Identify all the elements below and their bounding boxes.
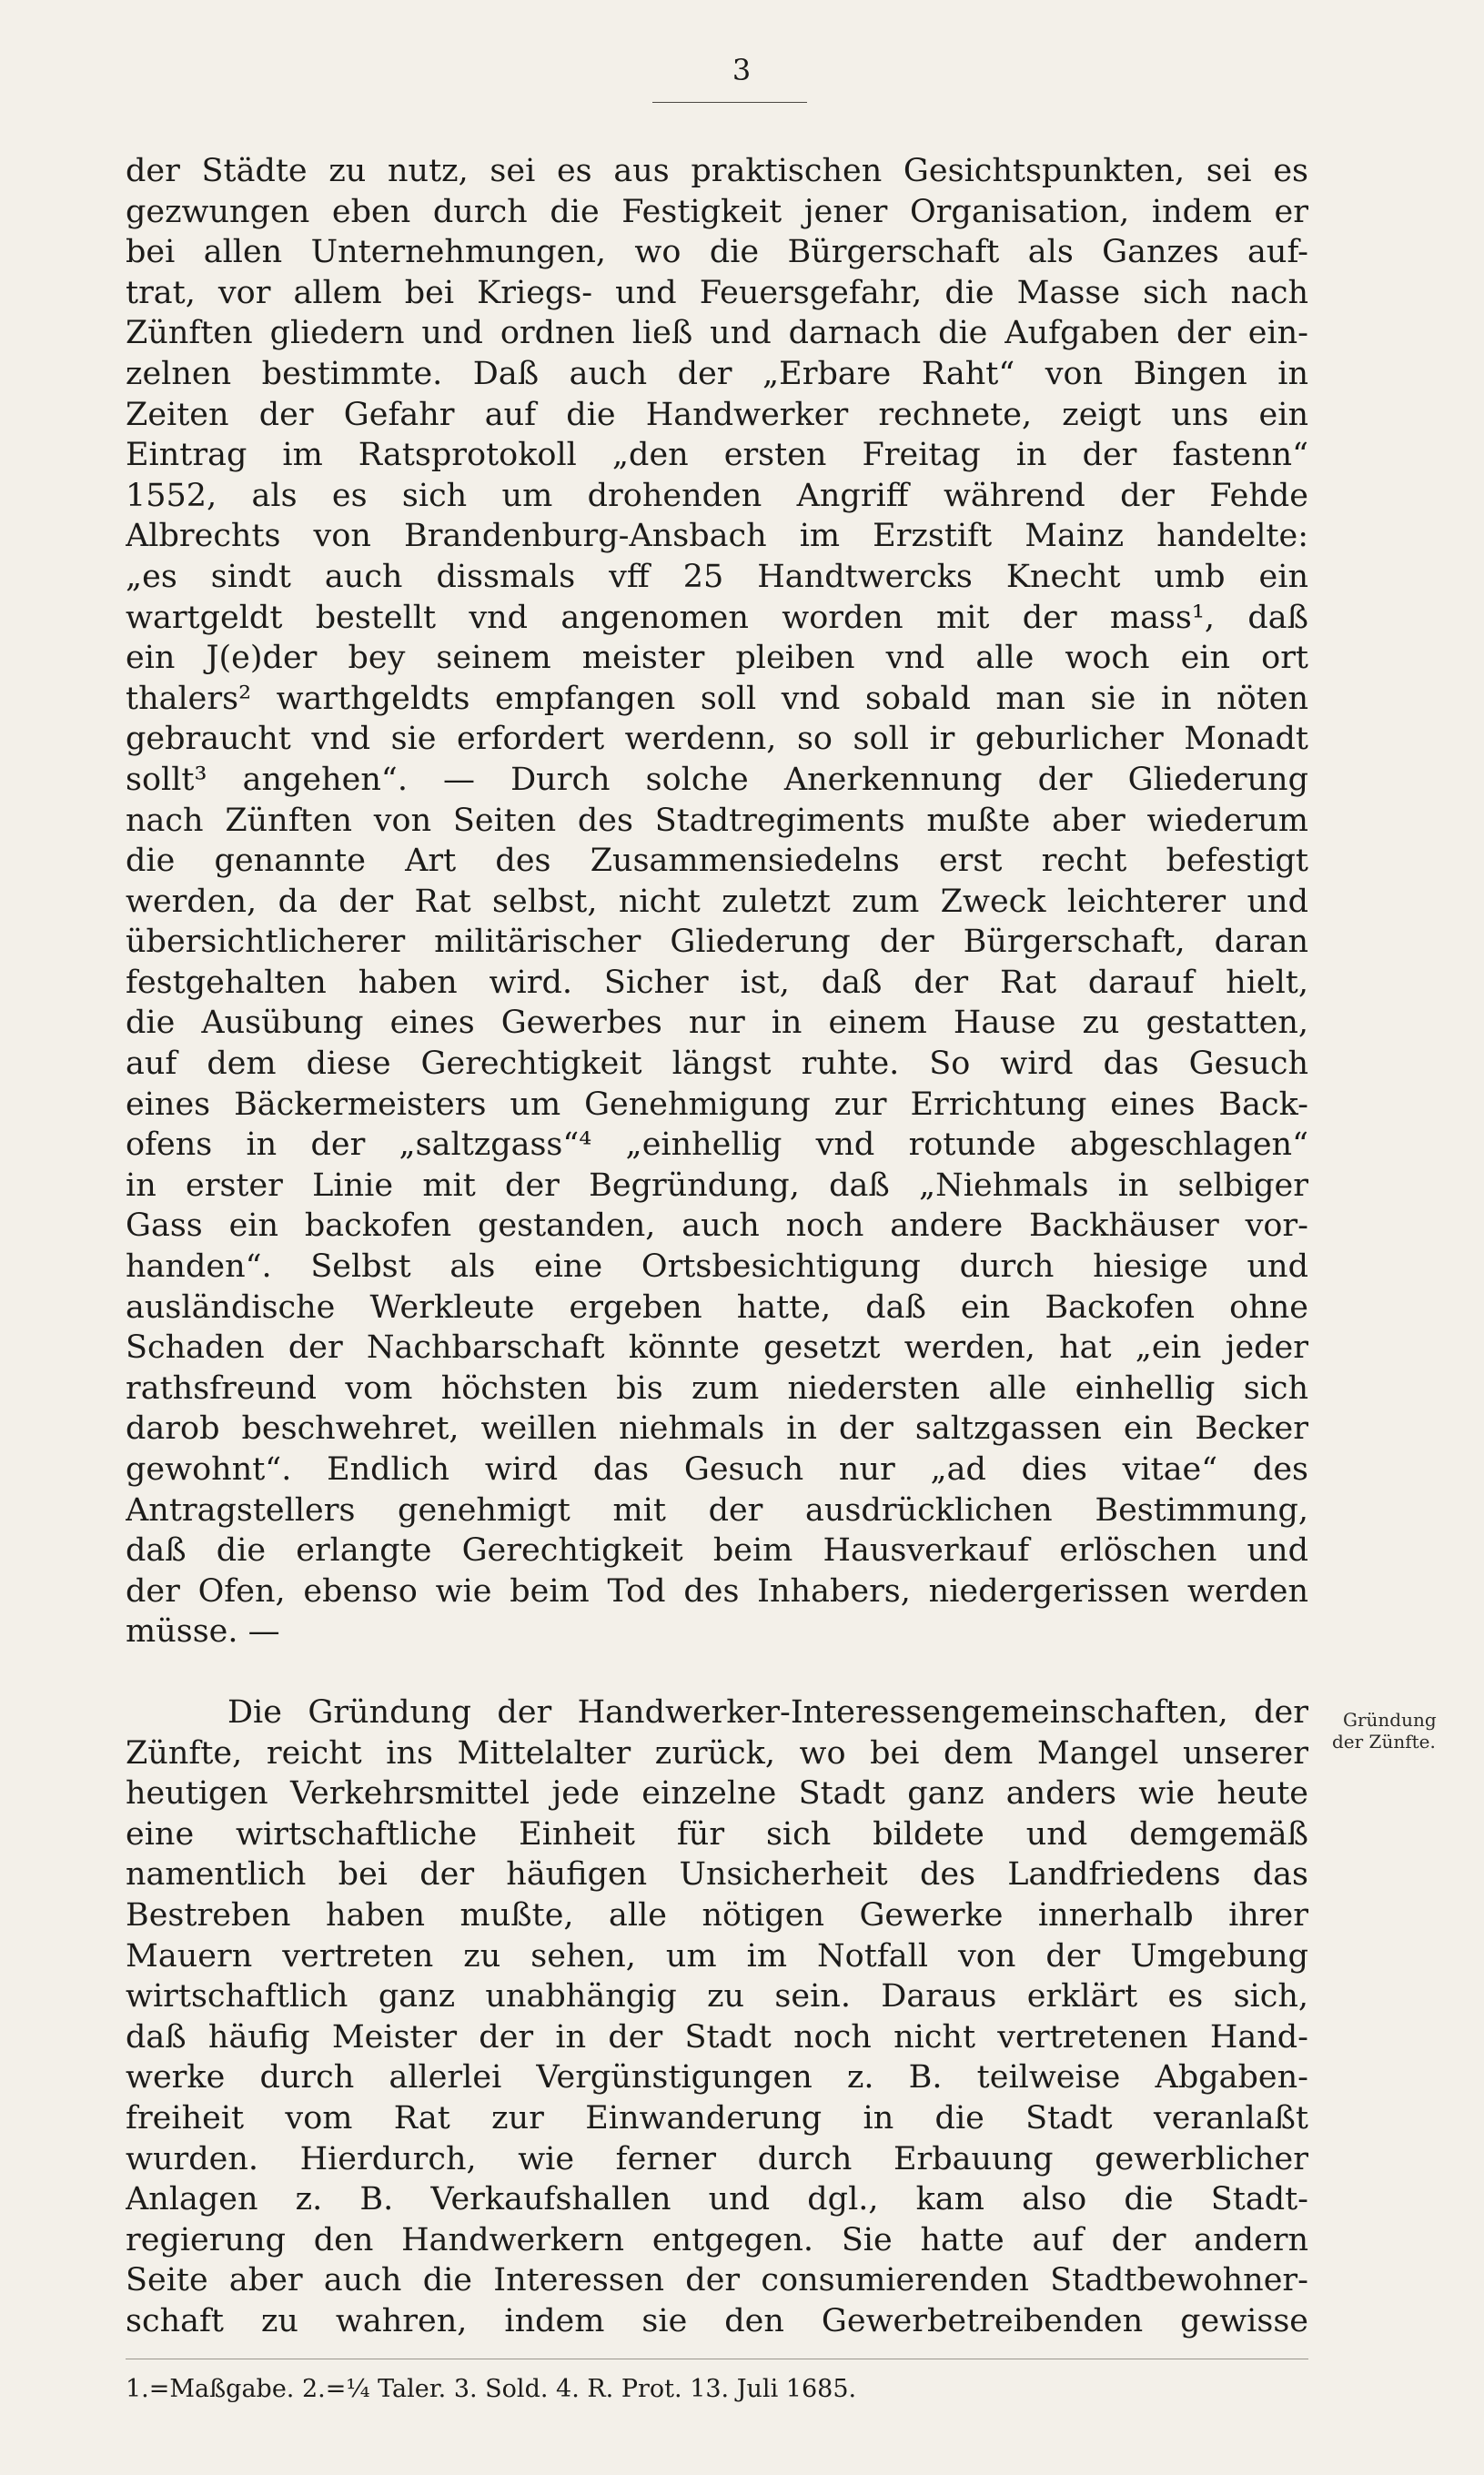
text-line: festgehalten haben wird. Sicher ist, daß der Rat darauf hielt, [126, 964, 1308, 1001]
text-line: Antragstellers genehmigt mit der ausdrücklichen Bestimmung, [126, 1491, 1308, 1529]
text-line: eine wirtschaftliche Einheit für sich bildete und demgemäß [126, 1815, 1308, 1853]
text-line: schaft zu wahren, indem sie den Gewerbetreibenden gewisse [126, 2302, 1308, 2339]
text-line: heutigen Verkehrsmittel jede einzelne Stadt ganz anders wie heute [126, 1775, 1308, 1813]
paragraph-1 [126, 151, 1308, 1652]
text-line: ofens in der „saltzgass“⁴ „einhellig vnd rotunde abgeschlagen“ [126, 1126, 1308, 1164]
text-line: gebraucht vnd sie erfordert werdenn, so soll ir geburlicher Monadt [126, 721, 1308, 758]
text-line: in erster Linie mit der Begründung, daß „Niehmals in selbiger [126, 1167, 1308, 1204]
text-line: Die Gründung der Handwerker-Interessengemeinschaften, der [227, 1694, 1308, 1731]
text-line: Zünften gliedern und ordnen ließ und darnach die Aufgaben der ein- [126, 315, 1308, 352]
text-line: zelnen bestimmte. Daß auch der „Erbare Raht“ von Bingen in [126, 355, 1308, 392]
text-line: handen“. Selbst als eine Ortsbesichtigung durch hiesige und [126, 1248, 1308, 1286]
text-line: gewohnt“. Endlich wird das Gesuch nur „ad dies vitae“ des [126, 1451, 1308, 1488]
text-line: gezwungen eben durch die Festigkeit jener Organisation, indem er [126, 193, 1308, 230]
text-line: bei allen Unternehmungen, wo die Bürgerschaft als Ganzes auf- [126, 234, 1308, 271]
text-line: trat, vor allem bei Kriegs- und Feuersgefahr, die Masse sich nach [126, 274, 1308, 311]
text-line: darob beschwehret, weillen niehmals in der saltzgassen ein Becker [126, 1410, 1308, 1448]
text-line: ausländische Werkleute ergeben hatte, daß ein Backofen ohne [126, 1288, 1308, 1326]
header-rule [652, 102, 807, 103]
text-line: auf dem diese Gerechtigkeit längst ruhte. So wird das Gesuch [126, 1046, 1308, 1083]
text-line: Zeiten der Gefahr auf die Handwerker rechnete, zeigt uns ein [126, 396, 1308, 433]
text-line: sollt³ angehen“. — Durch solche Anerkennung der Gliederung [126, 761, 1308, 798]
text-line: regierung den Handwerkern entgegen. Sie hatte auf der andern [126, 2221, 1308, 2258]
text-line: Albrechts von Brandenburg-Ansbach im Erzstift Mainz handelte: [126, 518, 1308, 555]
text-line: Schaden der Nachbarschaft könnte gesetzt werden, hat „ein jeder [126, 1329, 1308, 1367]
text-line: übersichtlicherer militärischer Gliederung der Bürgerschaft, daran [126, 924, 1308, 961]
text-line: Bestreben haben mußte, alle nötigen Gewerke innerhalb ihrer [126, 1896, 1308, 1934]
text-line: wirtschaftlich ganz unabhängig zu sein. Daraus erklärt es sich, [126, 1978, 1308, 2015]
text-line: nach Zünften von Seiten des Stadtregiments mußte aber wiederum [126, 802, 1308, 839]
margin-note-line: Gründung [1343, 1709, 1437, 1731]
text-line: 1552, als es sich um drohenden Angriff während der Fehde [126, 477, 1308, 514]
text-line: Anlagen z. B. Verkaufshallen und dgl., kam also die Stadt- [126, 2181, 1308, 2218]
text-line: werke durch allerlei Vergünstigungen z. B. teilweise Abgaben- [126, 2059, 1308, 2096]
text-line: Eintrag im Ratsprotokoll „den ersten Freitag in der fastenn“ [126, 437, 1308, 474]
text-line: werden, da der Rat selbst, nicht zuletzt zum Zweck leichterer und [126, 883, 1308, 920]
text-line: namentlich bei der häufigen Unsicherheit des Landfriedens das [126, 1856, 1308, 1894]
text-line: „es sindt auch dissmals vff 25 Handtwercks Knecht umb ein [126, 558, 1308, 595]
text-line: daß häufig Meister der in der Stadt noch nicht vertretenen Hand- [126, 2018, 1308, 2056]
footnotes: 1.=Maßgabe. 2.=¼ Taler. 3. Sold. 4. R. Prot. 13. Juli 1685. [126, 2375, 857, 2403]
text-line: müsse. — [126, 1613, 280, 1651]
text-line: Zünfte, reicht ins Mittelalter zurück, wo bei dem Mangel unserer [126, 1734, 1308, 1772]
text-line: daß die erlangte Gerechtigkeit beim Hausverkauf erlöschen und [126, 1532, 1308, 1570]
text-line: der Ofen, ebenso wie beim Tod des Inhabers, niedergerissen werden [126, 1572, 1308, 1610]
text-line: eines Bäckermeisters um Genehmigung zur Errichtung eines Back- [126, 1086, 1308, 1123]
text-line: wurden. Hierdurch, wie ferner durch Erbauung gewerblicher [126, 2140, 1308, 2177]
text-line: wartgeldt bestellt vnd angenomen worden mit der mass¹, daß [126, 599, 1308, 636]
text-line: Gass ein backofen gestanden, auch noch andere Backhäuser vor- [126, 1207, 1308, 1245]
page-number: 3 [732, 53, 752, 87]
margin-note-line: der Zünfte. [1332, 1731, 1436, 1753]
text-line: ein J(e)der bey seinem meister pleiben vnd alle woch ein ort [126, 640, 1308, 677]
text-line: freiheit vom Rat zur Einwanderung in die Stadt veranlaßt [126, 2099, 1308, 2137]
text-line: Seite aber auch die Interessen der consumierenden Stadtbewohner- [126, 2262, 1308, 2299]
paragraph-2 [126, 1692, 1308, 2342]
text-line: thalers² warthgeldts empfangen soll vnd sobald man sie in nöten [126, 680, 1308, 717]
text-line: der Städte zu nutz, sei es aus praktischen Gesichtspunkten, sei es [126, 153, 1308, 189]
text-line: Mauern vertreten zu sehen, um im Notfall von der Umgebung [126, 1937, 1308, 1975]
text-line: die Ausübung eines Gewerbes nur in einem Hause zu gestatten, [126, 1005, 1308, 1042]
text-line: rathsfreund vom höchsten bis zum niedersten alle einhellig sich [126, 1369, 1308, 1407]
margin-note [1332, 1709, 1484, 1753]
text-line: die genannte Art des Zusammensiedelns erst recht befestigt [126, 843, 1308, 880]
